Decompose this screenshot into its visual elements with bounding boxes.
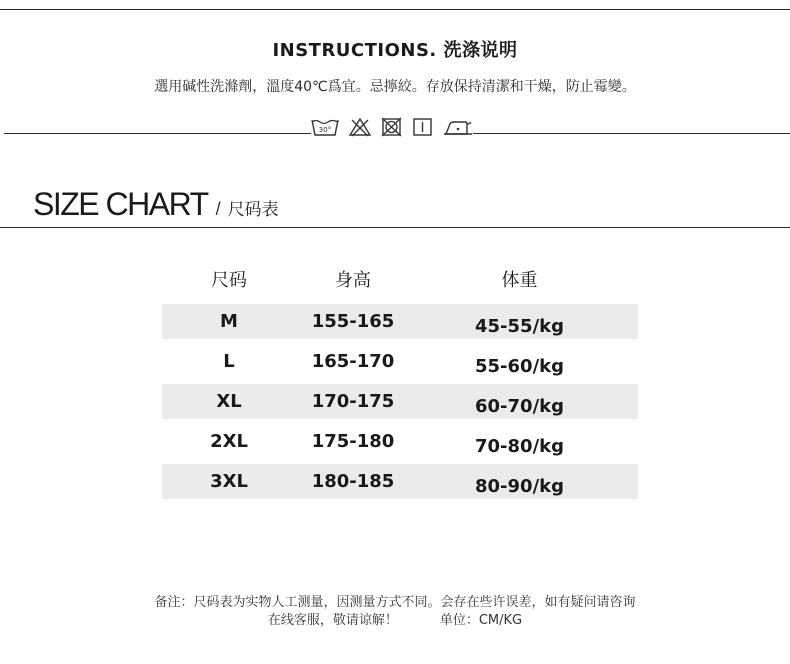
table-header-row	[162, 263, 638, 298]
height-cell: 175-180	[311, 431, 395, 452]
no-tumble-dry-icon	[381, 117, 403, 137]
weight-cell: 80-90/kg	[475, 476, 564, 497]
table-row	[162, 464, 638, 499]
height-cell: 155-165	[311, 311, 395, 332]
size-chart-title: SIZE CHART	[33, 186, 208, 222]
instructions-title: INSTRUCTIONS. 洗涤说明	[272, 40, 518, 61]
size-chart-separator: /	[215, 199, 221, 219]
size-cell: L	[223, 351, 235, 372]
weight-cell: 55-60/kg	[475, 356, 564, 377]
top-divider	[0, 9, 790, 10]
size-cell: XL	[216, 391, 242, 412]
table-row	[162, 384, 638, 419]
note-unit: 单位：CM/KG	[439, 613, 523, 628]
note-line2	[0, 609, 790, 628]
table-row	[162, 304, 638, 339]
header-size: 尺码	[211, 270, 247, 291]
no-bleach-icon	[348, 117, 372, 137]
height-cell: 165-170	[311, 351, 395, 372]
care-divider-left	[4, 133, 311, 134]
instructions-text: 選用碱性洗滌劑，溫度40℃爲宜。忌擰絞。存放保持清潔和干燥，防止霉變。	[154, 79, 636, 95]
header-weight: 体重	[501, 270, 538, 291]
iron-low-icon	[443, 117, 473, 137]
header-height: 身高	[335, 270, 371, 291]
note-text: 备注：尺码表为实物人工测量，因测量方式不同。会存在些许误差，如有疑问请咨询	[154, 595, 636, 610]
height-cell: 180-185	[311, 471, 395, 492]
size-table	[162, 263, 638, 504]
size-cell: 2XL	[210, 431, 248, 452]
size-chart-subtitle: 尺码表	[227, 200, 279, 220]
wash-temperature-label: 30°	[318, 126, 332, 134]
weight-cell: 70-80/kg	[475, 436, 564, 457]
table-row	[162, 344, 638, 379]
care-divider-right	[473, 133, 790, 134]
size-chart-heading	[33, 186, 279, 226]
size-chart-divider	[0, 227, 790, 228]
weight-cell: 45-55/kg	[475, 316, 564, 337]
weight-cell: 60-70/kg	[475, 396, 564, 417]
note-contact: 在线客服，敬请谅解！	[267, 613, 398, 628]
size-cell: 3XL	[210, 471, 248, 492]
care-icons	[311, 115, 473, 139]
size-cell: M	[220, 311, 238, 332]
wash-30-icon	[311, 117, 339, 137]
line-dry-icon	[412, 117, 434, 137]
height-cell: 170-175	[311, 391, 395, 412]
table-row	[162, 424, 638, 459]
